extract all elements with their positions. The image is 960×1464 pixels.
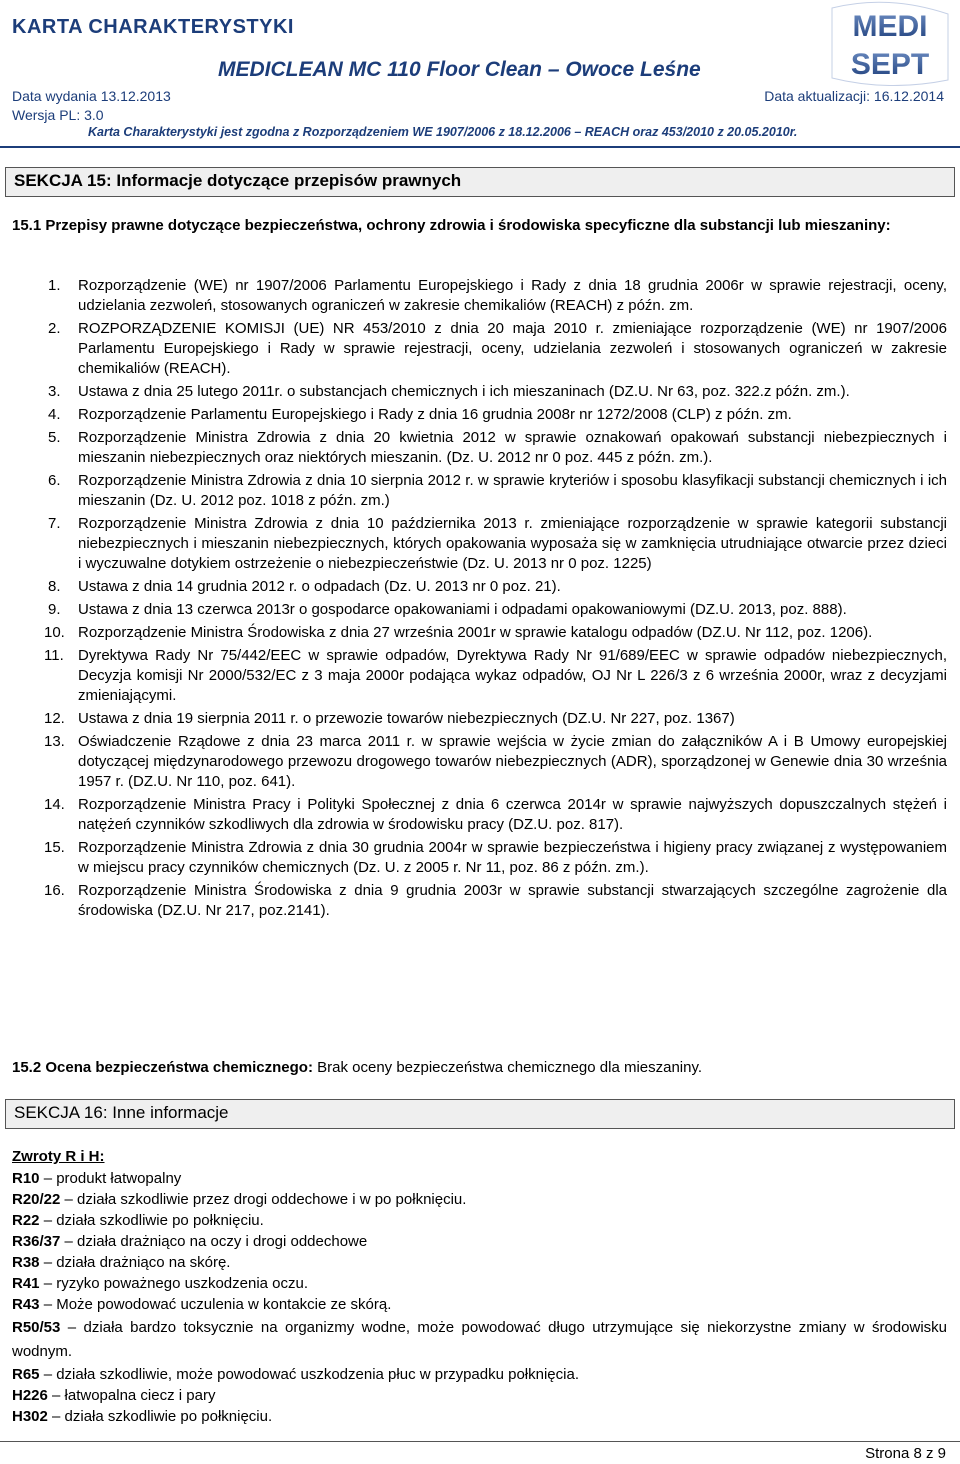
list-item xyxy=(12,1169,947,1189)
logo-text-bottom: SEPT xyxy=(850,48,930,81)
list-item-text: Ustawa z dnia 14 grudnia 2012 r. o odpadach (Dz. U. 2013 nr 0 poz. 21). xyxy=(78,578,561,595)
phrase-code: R65 xyxy=(12,1366,40,1383)
phrase-text: – działa szkodliwie, może powodować uszkodzenia płuc w przypadku połknięcia. xyxy=(39,1366,579,1383)
phrase-text: – działa drażniąco na skórę. xyxy=(39,1254,231,1271)
subsection-15-1-heading: 15.1 Przepisy prawne dotyczące bezpieczeństwa, ochrony zdrowia i środowiska specyficzne dla substancji lub mieszaniny: xyxy=(12,217,891,234)
list-item-text: Rozporządzenie Ministra Zdrowia z dnia 30 grudnia 2004r w sprawie bezpieczeństwa i higieny pracy związanej z występowaniem w miejscu pracy czynników chemicznych (Dz. U. z 2005 r. Nr 11, poz. 86 z późn. zm.). xyxy=(78,839,947,876)
update-date: Data aktualizacji: 16.12.2014 xyxy=(764,88,944,104)
phrase-code: H302 xyxy=(12,1408,48,1425)
document-type-title: KARTA CHARAKTERYSTYKI xyxy=(12,16,294,38)
list-item xyxy=(12,795,947,835)
list-item-text: Rozporządzenie Ministra Zdrowia z dnia 20 kwietnia 2012 w sprawie oznakowań opakowań substancji niebezpiecznych i mieszanin niebezpiecznych oraz niektórych mieszanin. (Dz. U. 2012 nr 0 poz. 445 z późn. zm.). xyxy=(78,429,947,466)
list-item xyxy=(12,1253,947,1273)
list-item xyxy=(12,471,947,511)
list-item-number: 5. xyxy=(48,429,61,446)
phrase-code: R10 xyxy=(12,1170,40,1187)
list-item xyxy=(12,1316,947,1364)
list-item xyxy=(12,881,947,921)
list-item-number: 8. xyxy=(48,578,61,595)
phrase-code: H226 xyxy=(12,1387,48,1404)
list-item xyxy=(12,1365,947,1385)
phrase-code: R50/53 xyxy=(12,1319,61,1336)
list-item-text: Rozporządzenie Ministra Zdrowia z dnia 10 października 2013 r. zmieniające rozporządzenie w sprawie kategorii substancji niebezpiecznych i mieszanin niebezpiecznych, których opakowania wyposaża się w zamknięcia utrudniające otwarcie przez dzieci i wyczuwalne dotykiem ostrzeżenie o niebezpieczeństwie (Dz. U. 2013 nr 0 poz. 1225) xyxy=(78,515,947,572)
list-item-text: Ustawa z dnia 19 sierpnia 2011 r. o przewozie towarów niebezpiecznych (DZ.U. Nr 227, poz. 1367) xyxy=(78,710,735,727)
phrase-code: R43 xyxy=(12,1296,40,1313)
list-item xyxy=(12,514,947,574)
subsection-15-2 xyxy=(12,1057,952,1078)
page-number: Strona 8 z 9 xyxy=(865,1445,946,1462)
list-item xyxy=(12,1274,947,1294)
list-item-number: 10. xyxy=(44,624,65,641)
section-16-heading: SEKCJA 16: Inne informacje xyxy=(5,1099,955,1129)
list-item xyxy=(12,1232,947,1252)
list-item xyxy=(12,1190,947,1210)
list-item xyxy=(12,405,947,425)
list-item-number: 14. xyxy=(44,796,65,813)
phrase-text: – działa szkodliwie przez drogi oddechowe i w po połknięciu. xyxy=(60,1191,467,1208)
list-item-text: Dyrektywa Rady Nr 75/442/EEC w sprawie odpadów, Dyrektywa Rady Nr 91/689/EEC w sprawie odpadów niebezpiecznych, Decyzja komisji Nr 2000/532/EC z 3 maja 2000r podająca wykaz odpadów, OJ Nr L 226/3 z 6 września 2000r, wraz z decyzjami zmieniającymi. xyxy=(78,647,947,704)
list-item-text: Oświadczenie Rządowe z dnia 23 marca 2011 r. w sprawie wejścia w życie zmian do załączników A i B Umowy europejskiej dotyczącej międzynarodowego przewozu drogowego towarów niebezpiecznych (ADR), sporządzonej w Genewie dnia 30 września 1957 r. (DZ.U. Nr 110, poz. 641). xyxy=(78,733,947,790)
list-item xyxy=(12,600,947,620)
list-item-number: 12. xyxy=(44,710,65,727)
phrases-heading: Zwroty R i H: xyxy=(12,1148,105,1165)
phrase-code: R41 xyxy=(12,1275,40,1292)
medisept-logo xyxy=(828,0,952,86)
phrase-text: – działa drażniąco na oczy i drogi oddechowe xyxy=(60,1233,368,1250)
phrase-text: – działa szkodliwie po połknięciu. xyxy=(47,1408,273,1425)
phrase-text: – Może powodować uczulenia w kontakcie ze skórą. xyxy=(39,1296,392,1313)
list-item-text: ROZPORZĄDZENIE KOMISJI (UE) NR 453/2010 z dnia 20 maja 2010 r. zmieniające rozporządzenie (WE) nr 1907/2006 Parlamentu Europejskiego i Rady w sprawie rejestracji, oceny, udzielania zezwoleń i stosowanych ograniczeń w zakresie chemikaliów (REACH). xyxy=(78,320,947,377)
subsection-15-2-value: Brak oceny bezpieczeństwa chemicznego dla mieszaniny. xyxy=(312,1059,703,1076)
phrase-text: – produkt łatwopalny xyxy=(39,1170,182,1187)
regulation-note: Karta Charakterystyki jest zgodna z Rozporządzeniem WE 1907/2006 z 18.12.2006 – REACH oraz 453/2010 z 20.05.2010r. xyxy=(88,125,798,139)
list-item xyxy=(12,276,947,316)
product-name: MEDICLEAN MC 110 Floor Clean – Owoce Leśne xyxy=(218,58,701,81)
list-item-number: 9. xyxy=(48,601,61,618)
list-item xyxy=(12,382,947,402)
list-item-text: Rozporządzenie (WE) nr 1907/2006 Parlamentu Europejskiego i Rady z dnia 18 grudnia 2006r w sprawie rejestracji, oceny, udzielania zezwoleń, stosowanych ograniczeń w zakresie chemikaliów (REACH) z późn. zm. xyxy=(78,277,947,314)
list-item xyxy=(12,646,947,706)
phrases-list xyxy=(12,1169,947,1428)
list-item xyxy=(12,1407,947,1427)
list-item xyxy=(12,1295,947,1315)
list-item-number: 6. xyxy=(48,472,61,489)
list-item xyxy=(12,319,947,379)
phrase-text: – ryzyko poważnego uszkodzenia oczu. xyxy=(39,1275,309,1292)
list-item-number: 3. xyxy=(48,383,61,400)
list-item-number: 16. xyxy=(44,882,65,899)
phrase-code: R36/37 xyxy=(12,1233,61,1250)
list-item-text: Rozporządzenie Ministra Środowiska z dnia 9 grudnia 2003r w sprawie substancji stwarzających szczególne zagrożenie dla środowiska (DZ.U. Nr 217, poz.2141). xyxy=(78,882,947,919)
phrase-code: R22 xyxy=(12,1212,40,1229)
list-item xyxy=(12,428,947,468)
list-item-text: Rozporządzenie Parlamentu Europejskiego i Rady z dnia 16 grudnia 2008r nr 1272/2008 (CLP) z późn. zm. xyxy=(78,406,792,423)
phrase-text: – działa bardzo toksycznie na organizmy wodne, może powodować długo utrzymujące się niekorzystne zmiany w środowisku wodnym. xyxy=(12,1319,947,1360)
phrase-text: – łatwopalna ciecz i pary xyxy=(47,1387,216,1404)
phrase-code: R38 xyxy=(12,1254,40,1271)
list-item-number: 1. xyxy=(48,277,61,294)
regulations-list xyxy=(12,276,947,924)
subsection-15-2-label: 15.2 Ocena bezpieczeństwa chemicznego: xyxy=(12,1059,313,1076)
header-divider xyxy=(0,146,960,148)
footer-divider xyxy=(0,1441,960,1442)
logo-text-top: MEDI xyxy=(852,10,928,43)
list-item xyxy=(12,623,947,643)
list-item-number: 13. xyxy=(44,733,65,750)
list-item-text: Rozporządzenie Ministra Pracy i Polityki Społecznej z dnia 6 czerwca 2014r w sprawie najwyższych dopuszczalnych stężeń i natężeń czynników szkodliwych dla zdrowia w środowisku pracy (DZ.U. poz. 817). xyxy=(78,796,947,833)
list-item-number: 15. xyxy=(44,839,65,856)
list-item-number: 4. xyxy=(48,406,61,423)
list-item-number: 7. xyxy=(48,515,61,532)
phrase-code: R20/22 xyxy=(12,1191,61,1208)
list-item xyxy=(12,1386,947,1406)
list-item xyxy=(12,577,947,597)
list-item xyxy=(12,838,947,878)
list-item-text: Ustawa z dnia 13 czerwca 2013r o gospodarce opakowaniami i odpadami opakowaniowymi (DZ.U. 2013, poz. 888). xyxy=(78,601,847,618)
list-item xyxy=(12,732,947,792)
section-15-heading: SEKCJA 15: Informacje dotyczące przepisów prawnych xyxy=(5,167,955,197)
list-item-text: Rozporządzenie Ministra Zdrowia z dnia 10 sierpnia 2012 r. w sprawie kryteriów i sposobu klasyfikacji substancji chemicznych i ich mieszanin (Dz. U. 2012 poz. 1018 z późn. zm.) xyxy=(78,472,947,509)
list-item-number: 2. xyxy=(48,320,61,337)
issue-date: Data wydania 13.12.2013 xyxy=(12,88,171,104)
phrase-text: – działa szkodliwie po połknięciu. xyxy=(39,1212,264,1229)
list-item xyxy=(12,1211,947,1231)
list-item-text: Ustawa z dnia 25 lutego 2011r. o substancjach chemicznych i ich mieszaninach (DZ.U. Nr 63, poz. 322.z późn. zm.). xyxy=(78,383,850,400)
list-item xyxy=(12,709,947,729)
list-item-text: Rozporządzenie Ministra Środowiska z dnia 27 września 2001r w sprawie katalogu odpadów (DZ.U. Nr 112, poz. 1206). xyxy=(78,624,873,641)
list-item-number: 11. xyxy=(44,647,64,664)
version-label: Wersja PL: 3.0 xyxy=(12,107,104,123)
